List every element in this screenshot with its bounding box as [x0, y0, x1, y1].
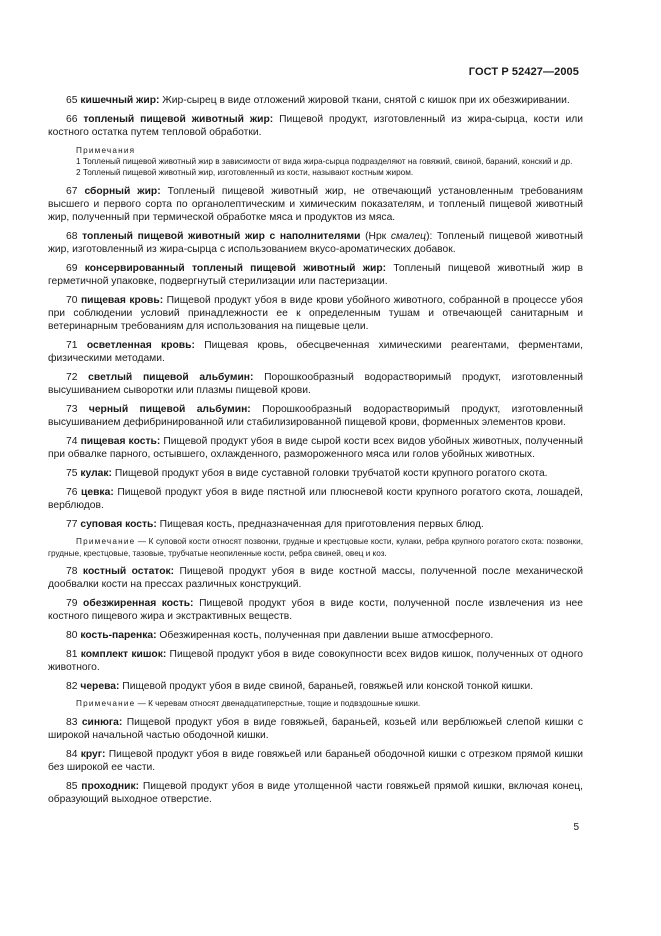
term-name: кулак: [80, 468, 112, 480]
note-label: Примечание [76, 537, 136, 547]
term-name: обезжиренная кость: [83, 597, 194, 609]
term-71: 71 осветленная кровь: Пищевая кровь, обесцвеченная химическими реагентами, ферментами, физическими методами. [48, 340, 583, 365]
note-item: 2 Топленый пищевой животный жир, изготовленный из кости, называют костным жиром. [76, 168, 414, 178]
term-name: комплект кишок: [80, 648, 167, 660]
term-name: осветленная кровь: [86, 340, 195, 352]
term-83: 83 синюга: Пищевой продукт убоя в виде говяжьей, бараньей, козьей или верблюжьей слепой кишки с широкой начальной частью ободочной кишки. [48, 716, 583, 741]
term-name: черный пищевой альбумин: [88, 404, 251, 416]
note-text: — К черевам относят двенадцатиперстные, тощие и подвздошные кишки. [135, 699, 421, 709]
term-66: 66 топленый пищевой животный жир: Пищевой продукт, изготовленный из жира-сырца, кости или костного остатка путем тепловой обработки. [48, 113, 583, 138]
term-77: 77 суповая кость: Пищевая кость, предназначенная для приготовления первых блюд. [66, 518, 484, 530]
term-80: 80 кость-паренка: Обезжиренная кость, полученная при давлении выше атмосферного. [66, 629, 494, 641]
term-definition: Топленый пищевой животный жир, не отвечающий установленным требованиям высшего и первого сорта по органолептическим и химическим показателям, и топленый пищевой животный жир, полученный при термической обработке мяса и продуктов из мяса. [48, 185, 583, 224]
term-name: проходник: [81, 780, 140, 792]
term-name: пищевая кость: [80, 436, 161, 448]
term-definition: Топленый пищевой животный жир, изготовленный из жира-сырца с использованием вкусо-ароматических добавок. [48, 230, 583, 256]
term-70: 70 пищевая кровь: Пищевой продукт убоя в виде крови убойного животного, собранной в процессе убоя при соблюдении условий принадлежности ее к определенным тушам и отвечающей санитарным и ветеринарным требованиям для использования на пищевые цели. [48, 294, 583, 333]
term-definition: Порошкообразный водорастворимый продукт, изготовленный высушиванием дефибринированной или стабилизированной пищевой крови, форменных элементов крови. [48, 404, 583, 429]
term-name: топленый пищевой животный жир: [83, 113, 274, 125]
term-84: 84 круг: Пищевой продукт убоя в виде говяжьей или бараньей ободочной кишки с отрезком прямой кишки без широкой ее части. [48, 748, 583, 773]
deprecated-term: смалец [390, 230, 427, 242]
note-item: 1 Топленый пищевой животный жир в зависимости от вида жира-сырца подразделяют на говяжий, свиной, бараний, конский и др. [76, 156, 573, 166]
term-name: кость-паренка: [80, 629, 157, 641]
term-72: 72 светлый пищевой альбумин: Порошкообразный водорастворимый продукт, изготовленный высушиванием сыворотки или плазмы пищевой крови. [48, 372, 583, 397]
term-definition: Пищевой продукт убоя в виде совокупности всех видов кишок, полученных от одного животного. [48, 648, 583, 673]
term-name: круг: [80, 748, 106, 760]
term-definition: Пищевая кровь, обесцвеченная химическими реагентами, ферментами, физическими методами. [48, 340, 583, 365]
note-text: — К суповой кости относят позвонки, грудные и крестцовые кости, кулаки, ребра крупного рогатого скота: позвонки, грудные, крестцовые, тазовые, трубчатые неопиленные кости, ребра свиней, овец и коз. [48, 537, 583, 558]
term-79: 79 обезжиренная кость: Пищевой продукт убоя в виде кости, полученной после извлечения из нее костного пищевого жира и экстрактивных веществ. [48, 597, 583, 623]
term-name: кишечный жир: [80, 95, 160, 106]
term-definition: Пищевой продукт убоя в виде суставной головки трубчатой кости крупного рогатого скота. [114, 468, 548, 480]
term-definition: Пищевая кость, предназначенная для приготовления первых блюд. [159, 518, 484, 530]
term-76: 76 цевка: Пищевой продукт убоя в виде пястной или плюсневой кости крупного рогатого скота, лошадей, верблюдов. [48, 486, 583, 512]
term-69: 69 консервированный топленый пищевой животный жир: Топленый пищевой животный жир в герметичной упаковке, подвергнутый стерилизации или пастеризации. [48, 262, 583, 288]
term-65: 65 кишечный жир: Жир-сырец в виде отложений жировой ткани, снятой с кишок при их обезжиривании. [66, 95, 570, 106]
term-definition: Пищевой продукт убоя в виде говяжьей или бараньей ободочной кишки с отрезком прямой кишки без широкой ее части. [48, 748, 583, 773]
term-definition: Обезжиренная кость, полученная при давлении выше атмосферного. [159, 629, 494, 641]
term-definition: Пищевой продукт убоя в виде пястной или плюсневой кости крупного рогатого скота, лошадей, верблюдов. [48, 486, 583, 512]
term-81: 81 комплект кишок: Пищевой продукт убоя в виде совокупности всех видов кишок, полученных от одного животного. [48, 648, 583, 673]
term-75: 75 кулак: Пищевой продукт убоя в виде суставной головки трубчатой кости крупного рогатого скота. [66, 468, 548, 480]
term-name: костный остаток: [82, 565, 175, 577]
term-name: топленый пищевой животный жир с наполнителями [82, 230, 361, 242]
term-82: 82 черева: Пищевой продукт убоя в виде свиной, бараньей, говяжьей или конской тонкой кишки. [66, 680, 534, 692]
note-82 [48, 698, 583, 709]
term-definition: Топленый пищевой животный жир в герметичной упаковке, подвергнутый стерилизации или пастеризации. [48, 262, 583, 288]
term-73: 73 черный пищевой альбумин: Порошкообразный водорастворимый продукт, изготовленный высушиванием дефибринированной или стабилизированной пищевой крови, форменных элементов крови. [48, 404, 583, 429]
terms-content [48, 94, 583, 812]
term-definition: Пищевой продукт, изготовленный из жира-сырца, кости или костного остатка путем тепловой обработки. [48, 113, 583, 138]
term-name: цевка: [81, 486, 114, 498]
term-78: 78 костный остаток: Пищевой продукт убоя в виде костной массы, полученной после механической дообвалки кости на прессах различных конструкций. [48, 565, 583, 591]
term-85: 85 проходник: Пищевой продукт убоя в виде утолщенной части говяжьей прямой кишки, включая конец, образующий выходное отверстие. [48, 780, 583, 805]
term-definition: Пищевой продукт убоя в виде кости, полученной после извлечения из нее костного пищевого жира и экстрактивных веществ. [48, 597, 583, 623]
term-definition: Жир-сырец в виде отложений жировой ткани, снятой с кишок при их обезжиривании. [162, 95, 570, 106]
note-label: Примечание [76, 699, 136, 709]
term-definition: Пищевой продукт убоя в виде утолщенной части говяжьей прямой кишки, включая конец, образующий выходное отверстие. [48, 780, 583, 805]
page-number: 5 [573, 822, 579, 833]
term-name: сборный жир: [84, 185, 161, 197]
term-name: пищевая кровь: [80, 294, 164, 306]
term-definition: Пищевой продукт убоя в виде сырой кости всех видов убойных животных, полученный при обвалке парного, остывшего, охлажденного, размороженного мяса или голов убойных животных. [48, 436, 583, 461]
term-definition: Пищевой продукт убоя в виде крови убойного животного, собранной в процессе убоя при соблюдении условий принадлежности ее к определенным тушам и отвечающей санитарным и ветеринарным требованиям для использования на пищевые цели. [48, 294, 583, 333]
note-77 [48, 536, 583, 559]
term-name: светлый пищевой альбумин: [88, 372, 254, 384]
term-name: черева: [80, 680, 120, 692]
note-title: Примечания [76, 145, 136, 155]
term-name: синюга: [81, 716, 123, 728]
term-68: 68 топленый пищевой животный жир с наполнителями (Нрк смалец): Топленый пищевой животный жир, изготовленный из жира-сырца с использованием вкусо-ароматических добавок. [48, 230, 583, 256]
term-67: 67 сборный жир: Топленый пищевой животный жир, не отвечающий установленным требованиям высшего и первого сорта по органолептическим и химическим показателям, и топленый пищевой животный жир, полученный при термической обработке мяса и продуктов из мяса. [48, 185, 583, 224]
term-name: консервированный топленый пищевой животный жир: [84, 262, 387, 274]
term-74: 74 пищевая кость: Пищевой продукт убоя в виде сырой кости всех видов убойных животных, полученный при обвалке парного, остывшего, охлажденного, размороженного мяса или голов убойных животных. [48, 436, 583, 461]
term-definition: Пищевой продукт убоя в виде костной массы, полученной после механической дообвалки кости на прессах различных конструкций. [48, 565, 583, 591]
term-definition: Порошкообразный водорастворимый продукт, изготовленный высушиванием сыворотки или плазмы пищевой крови. [48, 372, 583, 397]
standard-header: ГОСТ Р 52427—2005 [468, 66, 579, 78]
note-66 [48, 145, 583, 179]
term-definition: Пищевой продукт убоя в виде свиной, бараньей, говяжьей или конской тонкой кишки. [122, 680, 534, 692]
term-name: суповая кость: [80, 518, 157, 530]
term-definition: Пищевой продукт убоя в виде говяжьей, бараньей, козьей или верблюжьей слепой кишки с широкой начальной частью ободочной кишки. [48, 716, 583, 741]
